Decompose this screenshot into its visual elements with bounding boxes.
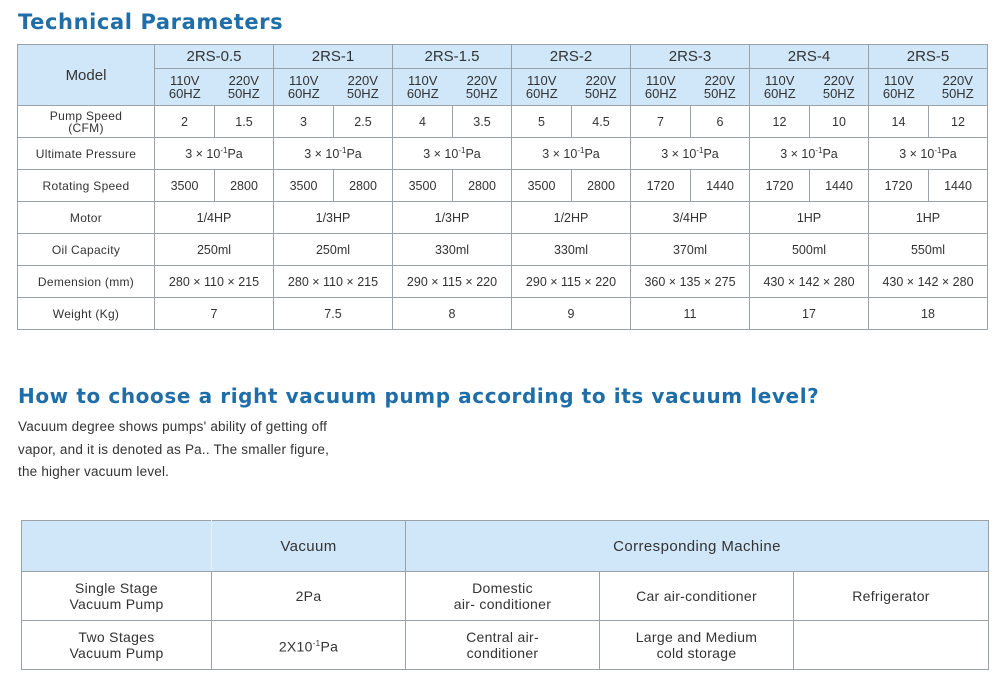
model-name: 2RS-3 [631, 45, 750, 69]
model-row [18, 45, 988, 69]
cell: 4.5 [572, 106, 631, 138]
cell: 370ml [631, 234, 750, 266]
cell: 7 [155, 298, 274, 330]
cell: 1.5 [215, 106, 274, 138]
cell: 1HP [750, 202, 869, 234]
pump-type: Single Stage Vacuum Pump [22, 572, 212, 621]
cell: 1440 [810, 170, 869, 202]
cell: 290 × 115 × 220 [393, 266, 512, 298]
row-label: Weight (Kg) [18, 298, 155, 330]
cell: 3 [274, 106, 334, 138]
cell: 1/4HP [155, 202, 274, 234]
cell: 330ml [512, 234, 631, 266]
machine-cell: Central air- conditioner [406, 621, 600, 670]
cell: 12 [750, 106, 810, 138]
voltage-220v-50hz: 220V 50HZ [810, 69, 869, 106]
voltage-row [18, 69, 988, 106]
voltage-110v-60hz: 110V 60HZ [393, 69, 453, 106]
cell: 8 [393, 298, 512, 330]
cell: 430 × 142 × 280 [869, 266, 988, 298]
row-label: Ultimate Pressure [18, 138, 155, 170]
row-label: Demension (mm) [18, 266, 155, 298]
cell: 3/4HP [631, 202, 750, 234]
cell: 2800 [572, 170, 631, 202]
cell: 3500 [393, 170, 453, 202]
voltage-220v-50hz: 220V 50HZ [929, 69, 988, 106]
cell: 1/2HP [512, 202, 631, 234]
cell: 4 [393, 106, 453, 138]
weight-row [18, 298, 988, 330]
cell: 550ml [869, 234, 988, 266]
cell: 1HP [869, 202, 988, 234]
voltage-110v-60hz: 110V 60HZ [750, 69, 810, 106]
machine-cell: Refrigerator [794, 572, 989, 621]
machine-cell: Car air-conditioner [600, 572, 794, 621]
cell: 2800 [334, 170, 393, 202]
cell: 330ml [393, 234, 512, 266]
row-label: Rotating Speed [18, 170, 155, 202]
cell: 1720 [750, 170, 810, 202]
row-label: Motor [18, 202, 155, 234]
cell: 250ml [274, 234, 393, 266]
model-name: 2RS-1.5 [393, 45, 512, 69]
cell: 11 [631, 298, 750, 330]
cell: 280 × 110 × 215 [274, 266, 393, 298]
voltage-110v-60hz: 110V 60HZ [631, 69, 691, 106]
vacuum-value: 2Pa [212, 572, 406, 621]
vacuum-header: Vacuum [212, 521, 406, 572]
cell: 1720 [631, 170, 691, 202]
cell: 3.5 [453, 106, 512, 138]
pump-speed-row [18, 106, 988, 138]
choose-pump-heading: How to choose a right vacuum pump according to its vacuum level? [18, 384, 820, 408]
voltage-220v-50hz: 220V 50HZ [572, 69, 631, 106]
pressure-cell: $3 \times 10^{-1}Pa$ [512, 138, 631, 170]
cell: 10 [810, 106, 869, 138]
cell: 7 [631, 106, 691, 138]
model-name: 2RS-0.5 [155, 45, 274, 69]
machine-cell: Large and Medium cold storage [600, 621, 794, 670]
cell: 360 × 135 × 275 [631, 266, 750, 298]
technical-parameters-table [17, 44, 988, 330]
cell: 9 [512, 298, 631, 330]
cell: 1/3HP [393, 202, 512, 234]
cell: 14 [869, 106, 929, 138]
cell: 3500 [274, 170, 334, 202]
rotating-speed-row [18, 170, 988, 202]
machine-cell-empty [794, 621, 989, 670]
dimension-row [18, 266, 988, 298]
cell: 280 × 110 × 215 [155, 266, 274, 298]
ultimate-pressure-row [18, 138, 988, 170]
cell: 1440 [929, 170, 988, 202]
header-row [22, 521, 989, 572]
cell: 17 [750, 298, 869, 330]
cell: 6 [691, 106, 750, 138]
single-stage-row [22, 572, 989, 621]
pressure-cell: $3 \times 10^{-1}Pa$ [155, 138, 274, 170]
vacuum-level-table [21, 520, 989, 670]
cell: 2800 [453, 170, 512, 202]
model-label: Model [18, 45, 155, 106]
voltage-220v-50hz: 220V 50HZ [691, 69, 750, 106]
pressure-cell: $3 \times 10^{-1}Pa$ [750, 138, 869, 170]
cell: 3500 [512, 170, 572, 202]
cell: 250ml [155, 234, 274, 266]
cell: 3500 [155, 170, 215, 202]
cell: 1/3HP [274, 202, 393, 234]
pressure-cell: $3 \times 10^{-1}Pa$ [869, 138, 988, 170]
voltage-110v-60hz: 110V 60HZ [155, 69, 215, 106]
pressure-cell: $3 \times 10^{-1}Pa$ [393, 138, 512, 170]
intro-line: vapor, and it is denoted as Pa.. The smaller figure, [18, 441, 330, 457]
cell: 1720 [869, 170, 929, 202]
oil-capacity-row [18, 234, 988, 266]
voltage-110v-60hz: 110V 60HZ [512, 69, 572, 106]
voltage-220v-50hz: 220V 50HZ [453, 69, 512, 106]
cell: 2.5 [334, 106, 393, 138]
technical-parameters-heading: Technical Parameters [18, 10, 284, 34]
two-stage-row [22, 621, 989, 670]
model-name: 2RS-2 [512, 45, 631, 69]
cell: 2 [155, 106, 215, 138]
voltage-110v-60hz: 110V 60HZ [869, 69, 929, 106]
voltage-110v-60hz: 110V 60HZ [274, 69, 334, 106]
pump-type: Two Stages Vacuum Pump [22, 621, 212, 670]
vacuum-value: $2X10^{-1}Pa$ [212, 621, 406, 670]
model-name: 2RS-1 [274, 45, 393, 69]
intro-line: Vacuum degree shows pumps' ability of getting off [18, 419, 328, 434]
voltage-220v-50hz: 220V 50HZ [215, 69, 274, 106]
header-blank [22, 521, 212, 572]
cell: 500ml [750, 234, 869, 266]
machine-header: Corresponding Machine [406, 521, 989, 572]
pressure-cell: $3 \times 10^{-1}Pa$ [274, 138, 393, 170]
voltage-220v-50hz: 220V 50HZ [334, 69, 393, 106]
cell: 5 [512, 106, 572, 138]
cell: 290 × 115 × 220 [512, 266, 631, 298]
cell: 430 × 142 × 280 [750, 266, 869, 298]
row-label: Pump Speed (CFM) [18, 106, 155, 138]
model-name: 2RS-4 [750, 45, 869, 69]
motor-row [18, 202, 988, 234]
pressure-cell: $3 \times 10^{-1}Pa$ [631, 138, 750, 170]
cell: 1440 [691, 170, 750, 202]
row-label: Oil Capacity [18, 234, 155, 266]
machine-cell: Domestic air- conditioner [406, 572, 600, 621]
model-name: 2RS-5 [869, 45, 988, 69]
cell: 18 [869, 298, 988, 330]
cell: 7.5 [274, 298, 393, 330]
intro-paragraph [18, 416, 398, 484]
intro-line: the higher vacuum level. [18, 464, 170, 479]
cell: 2800 [215, 170, 274, 202]
cell: 12 [929, 106, 988, 138]
